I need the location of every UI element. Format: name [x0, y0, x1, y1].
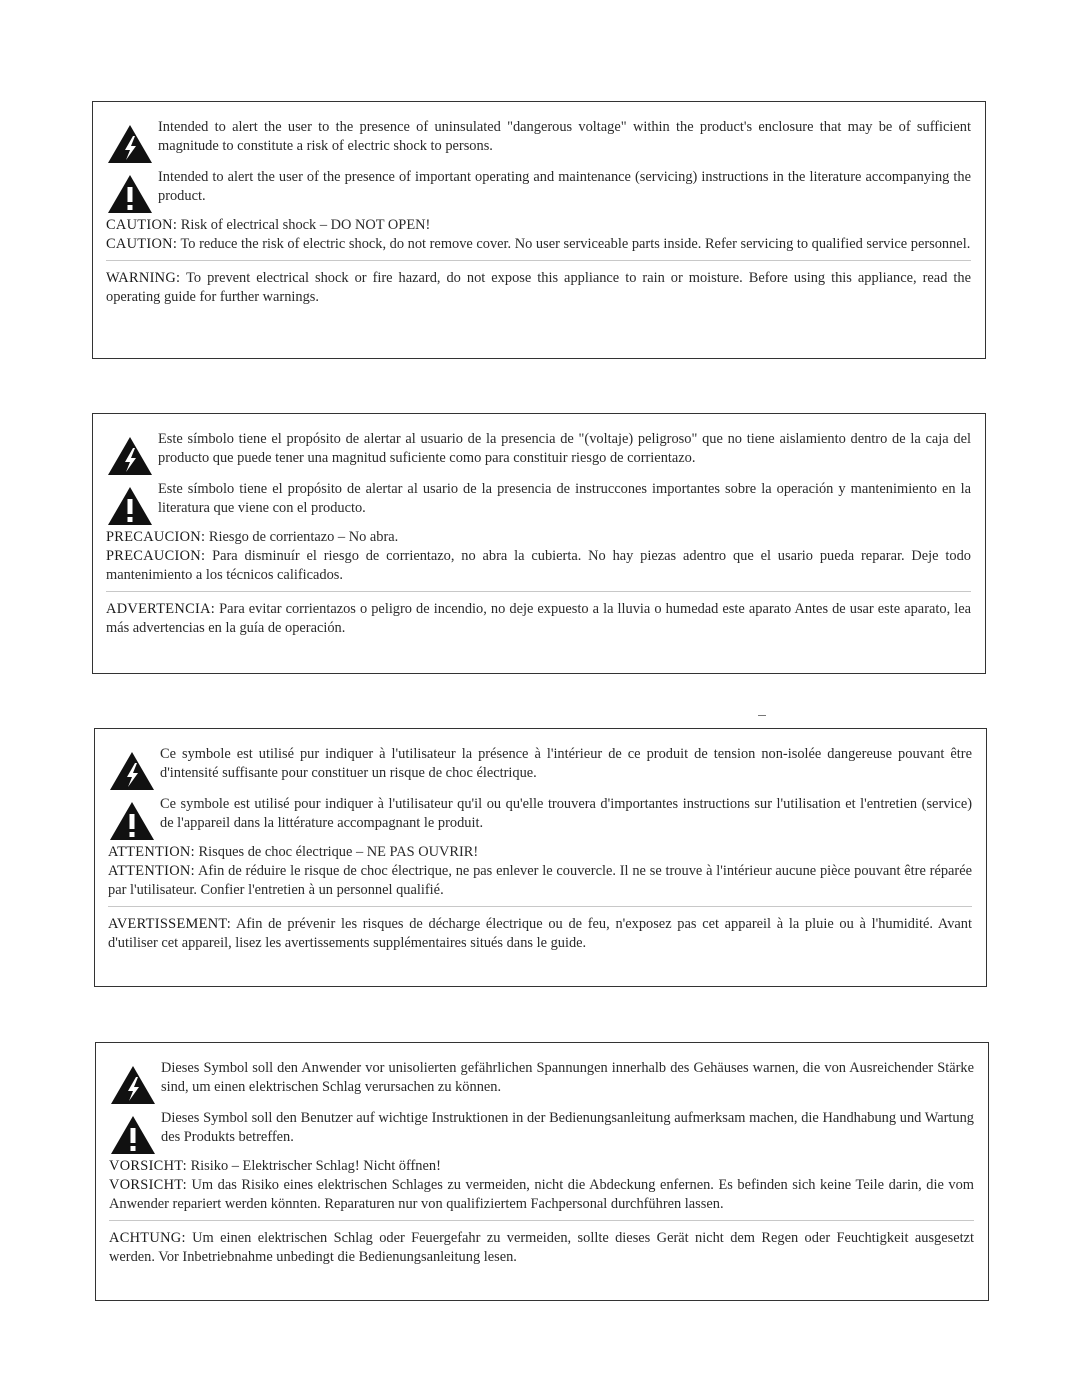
caution-label: ATTENTION: [108, 863, 195, 879]
voltage-notice [108, 743, 972, 783]
caution-text: Risques de choc électrique – NE PAS OUVRIR! [198, 844, 479, 860]
warning-paragraph [106, 600, 971, 638]
instructions-notice-text: Este símbolo tiene el propósito de alertar al usario de la presencia de instruccones importantes sobre la operación y mantenimiento en la literatura que viene con el producto. [158, 481, 971, 516]
exclamation-warning-icon [109, 1107, 161, 1147]
lightning-warning-icon [108, 743, 160, 783]
lightning-warning-icon [109, 1057, 161, 1097]
instructions-notice [106, 166, 971, 206]
caution-text: Riesgo de corrientazo – No abra. [208, 529, 399, 545]
caution-label: PRECAUCION: [106, 529, 206, 545]
caution-label: PRECAUCION: [106, 548, 206, 564]
voltage-notice-text: Este símbolo tiene el propósito de alertar al usuario de la presencia de "(voltaje) peligroso" que no tiene aislamiento dentro de la caja del producto que puede tener una magnitud suficiente como para constituir riesgo de corrientazo. [158, 431, 971, 466]
caution-long [108, 862, 972, 900]
caution-label: VORSICHT: [109, 1158, 187, 1174]
french-warning-box [94, 728, 987, 987]
instructions-notice-text: Intended to alert the user of the presence of important operating and maintenance (servicing) instructions in the literature accompanying the product. [158, 169, 971, 204]
voltage-notice-text: Dieses Symbol soll den Anwender vor unisolierten gefährlichen Spannungen innerhalb des Gehäuses warnen, die von Ausreichender Stärke sind, um einen elektrischen Schlag verursachen zu können. [161, 1060, 974, 1095]
voltage-notice [106, 116, 971, 156]
divider [109, 1220, 974, 1221]
warning-paragraph [108, 915, 972, 953]
divider [108, 906, 972, 907]
warning-label: ADVERTENCIA: [106, 601, 216, 617]
exclamation-warning-icon [108, 793, 160, 833]
warning-text: To prevent electrical shock or fire hazard, do not expose this appliance to rain or moisture. Before using this appliance, read the operating guide for further warnings. [106, 270, 971, 305]
caution-long [106, 235, 971, 254]
english-warning-box [92, 101, 986, 359]
instructions-notice [106, 478, 971, 518]
exclamation-warning-icon [106, 478, 158, 518]
spanish-warning-box [92, 413, 986, 674]
warning-text: Afin de prévenir les risques de décharge électrique ou de feu, n'exposez pas cet appareil à la pluie ou à l'humidité. Avant d'utiliser cet appareil, lisez les avertissements supplémentaires situés dans le guide. [108, 916, 972, 951]
caution-text: Para disminuír el riesgo de corrientazo, no abra la cubierta. No hay piezas adentro que el usario pueda reparar. Deje todo mantenimiento a los técnicos calificados. [106, 548, 971, 583]
instructions-notice-text: Ce symbole est utilisé pour indiquer à l'utilisateur qu'il ou qu'elle trouvera d'importantes instructions sur l'utilisation et l'entretien (service) de l'appareil dans la littérature accompagnant le produit. [160, 796, 972, 831]
stray-mark [758, 715, 766, 716]
lightning-warning-icon [106, 428, 158, 468]
caution-text: Risk of electrical shock – DO NOT OPEN! [180, 217, 431, 233]
caution-label: CAUTION: [106, 236, 178, 252]
warning-label: ACHTUNG: [109, 1230, 186, 1246]
warning-label: WARNING: [106, 270, 181, 286]
caution-text: Um das Risiko eines elektrischen Schlages zu vermeiden, nicht die Abdeckung enfernen. Es befinden sich keine Teile darin, die vom Anwender repariert werden könnten. Reparaturen nur von qualifiziertem Fachpersonal durchführen lassen. [109, 1177, 974, 1212]
voltage-notice [109, 1057, 974, 1097]
caution-short [106, 216, 971, 235]
warning-label: AVERTISSEMENT: [108, 916, 232, 932]
instructions-notice [109, 1107, 974, 1147]
warning-text: Para evitar corrientazos o peligro de incendio, no deje expuesto a la lluvia o humedad este aparato Antes de usar este aparato, lea más advertencias en la guía de operación. [106, 601, 972, 636]
caution-short [109, 1157, 974, 1176]
caution-text: Afin de réduire le risque de choc électrique, ne pas enlever le couvercle. Il ne se trouve à l'intérieur aucune pièce pouvant être réparée par l'utilisateur. Confier l'entretien à un personnel qualifié. [108, 863, 972, 898]
caution-short [106, 528, 971, 547]
voltage-notice-text: Ce symbole est utilisé pur indiquer à l'utilisateur la présence à l'intérieur de ce produit de tension non-isolée dangereuse pouvant être d'intensité suffisante pour constituer un risque de choc électrique. [160, 746, 972, 781]
caution-text: Risiko – Elektrischer Schlag! Nicht öffnen! [190, 1158, 441, 1174]
voltage-notice-text: Intended to alert the user to the presence of uninsulated "dangerous voltage" within the product's enclosure that may be of sufficient magnitude to constitute a risk of electric shock to persons. [158, 119, 971, 154]
caution-label: ATTENTION: [108, 844, 195, 860]
voltage-notice [106, 428, 971, 468]
caution-long [106, 547, 971, 585]
caution-long [109, 1176, 974, 1214]
caution-label: CAUTION: [106, 217, 178, 233]
divider [106, 591, 971, 592]
caution-label: VORSICHT: [109, 1177, 187, 1193]
warning-text: Um einen elektrischen Schlag oder Feuergefahr zu vermeiden, sollte dieses Gerät nicht dem Regen oder Feuchtigkeit ausgesetzt werden. Vor Inbetriebnahme unbedingt die Bedienungsanleitung lesen. [109, 1230, 974, 1265]
exclamation-warning-icon [106, 166, 158, 206]
german-warning-box [95, 1042, 989, 1301]
warning-paragraph [109, 1229, 974, 1267]
caution-short [108, 843, 972, 862]
instructions-notice [108, 793, 972, 833]
divider [106, 260, 971, 261]
instructions-notice-text: Dieses Symbol soll den Benutzer auf wichtige Instruktionen in der Bedienungsanleitung aufmerksam machen, die Handhabung und Wartung des Produkts betreffen. [161, 1110, 974, 1145]
warning-paragraph [106, 269, 971, 307]
lightning-warning-icon [106, 116, 158, 156]
caution-text: To reduce the risk of electric shock, do not remove cover. No user serviceable parts inside. Refer servicing to qualified service personnel. [180, 236, 971, 252]
